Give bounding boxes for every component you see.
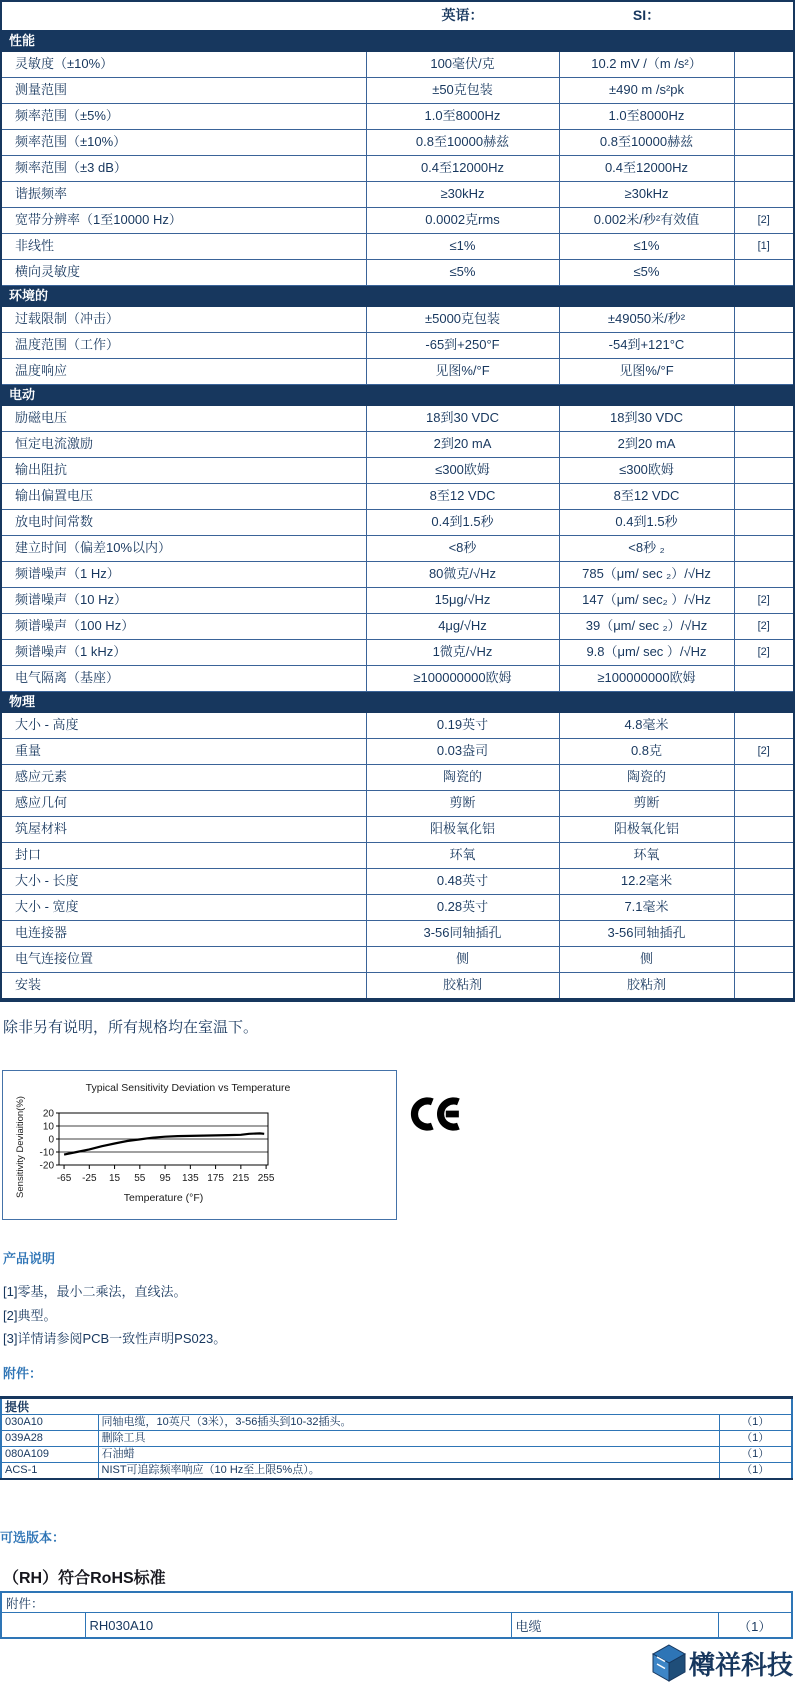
- section-title: 环境的: [1, 286, 794, 307]
- spec-note-ref: [734, 713, 794, 739]
- spec-row: [1, 307, 794, 333]
- rohs-accessory-qty: （1）: [718, 1613, 792, 1639]
- spec-row: [1, 973, 794, 1001]
- spec-value-english: 侧: [366, 947, 559, 973]
- chart-xtick: 55: [134, 1173, 146, 1184]
- rohs-accessories-table: [0, 1591, 793, 1639]
- accessory-model: 030A10: [1, 1415, 98, 1431]
- spec-row: [1, 614, 794, 640]
- rohs-accessory-description: 电缆: [511, 1613, 718, 1639]
- spec-row: [1, 562, 794, 588]
- spec-note-ref: [734, 921, 794, 947]
- spec-note-ref: [734, 359, 794, 385]
- spec-label: 测量范围: [1, 78, 366, 104]
- spec-value-english: <8秒: [366, 536, 559, 562]
- spec-note-ref: [2]: [734, 588, 794, 614]
- spec-value-si: ≥30kHz: [559, 182, 734, 208]
- spec-label: 横向灵敏度: [1, 260, 366, 286]
- accessories-label: 附件：: [3, 1366, 43, 1381]
- spec-note-ref: [1]: [734, 234, 794, 260]
- accessory-model: 039A28: [1, 1431, 98, 1447]
- spec-label: 温度响应: [1, 359, 366, 385]
- spec-note-ref: [734, 869, 794, 895]
- accessory-model: ACS-1: [1, 1463, 98, 1480]
- spec-note-ref: [734, 843, 794, 869]
- spec-label: 励磁电压: [1, 406, 366, 432]
- spec-note-ref: [734, 156, 794, 182]
- accessories-header: 提供: [1, 1398, 792, 1415]
- spec-row: [1, 432, 794, 458]
- spec-label: 非线性: [1, 234, 366, 260]
- zunxiang-logo-icon: [652, 1644, 686, 1682]
- spec-note-ref: [734, 333, 794, 359]
- spec-label: 恒定电流激励: [1, 432, 366, 458]
- spec-note-ref: [734, 52, 794, 78]
- spec-value-english: 3-56同轴插孔: [366, 921, 559, 947]
- spec-value-english: ±50克包装: [366, 78, 559, 104]
- product-note: [1]零基，最小二乘法，直线法。: [3, 1284, 187, 1299]
- product-note: [3]详情请参阅PCB一致性声明PS023。: [3, 1331, 227, 1346]
- spec-value-english: ≤5%: [366, 260, 559, 286]
- chart-ylabel: Sensitivity Deviaition(%): [15, 1096, 26, 1198]
- spec-row: [1, 947, 794, 973]
- company-logo: [630, 1644, 793, 1682]
- ce-mark-icon: [408, 1092, 462, 1136]
- accessory-row: [1, 1447, 792, 1463]
- spec-row: [1, 895, 794, 921]
- accessory-row: [1, 1415, 792, 1431]
- spec-label: 频谱噪声（10 Hz）: [1, 588, 366, 614]
- product-note: [2]典型。: [3, 1307, 57, 1323]
- accessories-table: [0, 1396, 793, 1480]
- rohs-table-label: 附件：: [1, 1592, 792, 1613]
- spec-note-ref: [734, 458, 794, 484]
- spec-label: 大小 - 长度: [1, 869, 366, 895]
- spec-row: [1, 713, 794, 739]
- spec-value-english: -65到+250°F: [366, 333, 559, 359]
- spec-note-ref: [734, 973, 794, 1001]
- section-bar: [1, 385, 794, 406]
- chart-xtick: -25: [82, 1173, 97, 1184]
- chart-xtick: 175: [207, 1173, 224, 1184]
- product-notes-title: 产品说明: [3, 1251, 56, 1266]
- spec-value-english: 0.4至12000Hz: [366, 156, 559, 182]
- spec-row: [1, 156, 794, 182]
- spec-value-si: 陶瓷的: [559, 765, 734, 791]
- rohs-table-header-row: [1, 1592, 792, 1613]
- spec-label: 灵敏度（±10%）: [1, 52, 366, 78]
- spec-value-english: 2到20 mA: [366, 432, 559, 458]
- spec-note-ref: [734, 666, 794, 692]
- spec-value-si: ≥100000000欧姆: [559, 666, 734, 692]
- spec-row: [1, 359, 794, 385]
- spec-label: 筑屋材料: [1, 817, 366, 843]
- chart-xtick: 255: [257, 1173, 275, 1184]
- spec-note-ref: [734, 895, 794, 921]
- optional-versions-label: 可选版本：: [0, 1530, 66, 1545]
- spec-label: 频谱噪声（100 Hz）: [1, 614, 366, 640]
- spec-note-ref: [734, 510, 794, 536]
- spec-header-row: [1, 1, 794, 31]
- spec-value-si: 147（μm/ sec₂ ）/√Hz: [559, 588, 734, 614]
- spec-row: [1, 869, 794, 895]
- accessory-qty: （1）: [719, 1447, 792, 1463]
- accessory-qty: （1）: [719, 1463, 792, 1480]
- spec-label: 电气连接位置: [1, 947, 366, 973]
- spec-note-ref: [2]: [734, 739, 794, 765]
- spec-value-english: 见图%/°F: [366, 359, 559, 385]
- spec-row: [1, 182, 794, 208]
- spec-row: [1, 791, 794, 817]
- spec-label: 封口: [1, 843, 366, 869]
- spec-label: 建立时间（偏差10%以内）: [1, 536, 366, 562]
- sensitivity-chart: [2, 1070, 397, 1220]
- spec-value-si: 785（μm/ sec ₂）/√Hz: [559, 562, 734, 588]
- accessory-row: [1, 1431, 792, 1447]
- section-bar: [1, 286, 794, 307]
- spec-note-ref: [2]: [734, 614, 794, 640]
- spec-value-english: 0.48英寸: [366, 869, 559, 895]
- spec-label: 大小 - 宽度: [1, 895, 366, 921]
- spec-value-english: 环氧: [366, 843, 559, 869]
- spec-value-si: 39（μm/ sec ₂）/√Hz: [559, 614, 734, 640]
- spec-value-si: 9.8（μm/ sec ）/√Hz: [559, 640, 734, 666]
- spec-value-english: 0.03盎司: [366, 739, 559, 765]
- spec-row: [1, 104, 794, 130]
- spec-value-si: 7.1毫米: [559, 895, 734, 921]
- spec-value-si: 0.8克: [559, 739, 734, 765]
- accessory-description: 同轴电缆，10英尺（3米），3-56插头到10-32插头。: [98, 1415, 719, 1431]
- spec-label: 电气隔离（基座）: [1, 666, 366, 692]
- spec-row: [1, 458, 794, 484]
- spec-note-ref: [734, 484, 794, 510]
- spec-value-english: 1.0至8000Hz: [366, 104, 559, 130]
- spec-value-si: <8秒 ₂: [559, 536, 734, 562]
- column-header-si: SI：: [632, 7, 661, 24]
- spec-note-ref: [734, 536, 794, 562]
- product-notes-list: [3, 1281, 226, 1352]
- spec-row: [1, 333, 794, 359]
- accessory-description: NIST可追踪频率响应（10 Hz至上限5%点）。: [98, 1463, 719, 1480]
- spec-label: 输出阻抗: [1, 458, 366, 484]
- spec-value-si: 0.4到1.5秒: [559, 510, 734, 536]
- spec-note-ref: [734, 130, 794, 156]
- spec-value-si: -54到+121°C: [559, 333, 734, 359]
- chart-ytick: 10: [42, 1121, 54, 1133]
- section-title: 物理: [1, 692, 794, 713]
- spec-value-si: 侧: [559, 947, 734, 973]
- spec-note-ref: [734, 406, 794, 432]
- spec-label: 谐振频率: [1, 182, 366, 208]
- spec-value-si: 胶粘剂: [559, 973, 734, 1001]
- spec-label: 输出偏置电压: [1, 484, 366, 510]
- room-temperature-note: 除非另有说明，所有规格均在室温下。: [3, 1019, 259, 1036]
- spec-row: [1, 130, 794, 156]
- spec-row: [1, 817, 794, 843]
- spec-note-ref: [2]: [734, 640, 794, 666]
- chart-line-sensitivity-deviation: [64, 1133, 264, 1154]
- spec-value-si: 1.0至8000Hz: [559, 104, 734, 130]
- chart-ytick: 0: [48, 1134, 54, 1146]
- spec-value-si: 剪断: [559, 791, 734, 817]
- spec-row: [1, 921, 794, 947]
- spec-value-si: 3-56同轴插孔: [559, 921, 734, 947]
- spec-row: [1, 260, 794, 286]
- spec-note-ref: [734, 791, 794, 817]
- spec-value-english: 阳极氧化铝: [366, 817, 559, 843]
- spec-row: [1, 640, 794, 666]
- spec-label: 重量: [1, 739, 366, 765]
- spec-value-si: 0.8至10000赫兹: [559, 130, 734, 156]
- spec-label: 频率范围（±3 dB）: [1, 156, 366, 182]
- spec-label: 放电时间常数: [1, 510, 366, 536]
- spec-label: 频谱噪声（1 Hz）: [1, 562, 366, 588]
- spec-row: [1, 78, 794, 104]
- spec-note-ref: [734, 432, 794, 458]
- section-title: 性能: [1, 31, 794, 52]
- spec-value-si: 10.2 mV /（m /s²）: [559, 52, 734, 78]
- chart-ytick: -20: [39, 1160, 54, 1172]
- rohs-empty-cell: [1, 1613, 85, 1639]
- spec-value-si: 18到30 VDC: [559, 406, 734, 432]
- spec-value-english: 4μg/√Hz: [366, 614, 559, 640]
- spec-label: 感应元素: [1, 765, 366, 791]
- spec-note-ref: [734, 817, 794, 843]
- rohs-accessory-model: RH030A10: [85, 1613, 511, 1639]
- accessory-description: 石油蜡: [98, 1447, 719, 1463]
- section-bar: [1, 692, 794, 713]
- spec-value-si: 阳极氧化铝: [559, 817, 734, 843]
- spec-value-english: 0.19英寸: [366, 713, 559, 739]
- spec-value-english: 1微克/√Hz: [366, 640, 559, 666]
- spec-value-si: 环氧: [559, 843, 734, 869]
- spec-value-english: 0.28英寸: [366, 895, 559, 921]
- spec-value-english: 剪断: [366, 791, 559, 817]
- spec-value-si: ≤5%: [559, 260, 734, 286]
- spec-value-si: 见图%/°F: [559, 359, 734, 385]
- spec-value-english: ≤1%: [366, 234, 559, 260]
- spec-label: 宽带分辨率（1至10000 Hz）: [1, 208, 366, 234]
- spec-value-si: ±490 m /s²pk: [559, 78, 734, 104]
- spec-row: [1, 588, 794, 614]
- spec-note-ref: [734, 260, 794, 286]
- spec-value-si: ±49050米/秒²: [559, 307, 734, 333]
- spec-value-english: 0.0002克rms: [366, 208, 559, 234]
- rohs-heading: （RH）符合RoHS标准: [3, 1570, 166, 1587]
- spec-label: 电连接器: [1, 921, 366, 947]
- spec-value-english: ±5000克包装: [366, 307, 559, 333]
- spec-value-si: 0.4至12000Hz: [559, 156, 734, 182]
- spec-row: [1, 666, 794, 692]
- spec-row: [1, 208, 794, 234]
- chart-xlabel: Temperature (°F): [123, 1192, 204, 1204]
- column-header-empty: [1, 1, 366, 31]
- spec-value-english: ≤300欧姆: [366, 458, 559, 484]
- spec-row: [1, 739, 794, 765]
- spec-label: 大小 - 高度: [1, 713, 366, 739]
- spec-value-english: 0.4到1.5秒: [366, 510, 559, 536]
- spec-note-ref: [2]: [734, 208, 794, 234]
- spec-note-ref: [734, 104, 794, 130]
- spec-value-english: 80微克/√Hz: [366, 562, 559, 588]
- section-title: 电动: [1, 385, 794, 406]
- spec-row: [1, 843, 794, 869]
- spec-label: 频谱噪声（1 kHz）: [1, 640, 366, 666]
- spec-note-ref: [734, 182, 794, 208]
- spec-label: 安装: [1, 973, 366, 1001]
- rohs-accessory-row: [1, 1613, 792, 1639]
- company-logo-text: 樽祥科技: [688, 1649, 793, 1680]
- column-header-english: 英语：: [441, 7, 484, 24]
- spec-value-si: 2到20 mA: [559, 432, 734, 458]
- section-bar: [1, 31, 794, 52]
- spec-row: [1, 536, 794, 562]
- spec-row: [1, 484, 794, 510]
- spec-row: [1, 234, 794, 260]
- spec-value-english: 0.8至10000赫兹: [366, 130, 559, 156]
- spec-value-english: 100毫伏/克: [366, 52, 559, 78]
- spec-value-english: 陶瓷的: [366, 765, 559, 791]
- accessory-qty: （1）: [719, 1415, 792, 1431]
- chart-title: Typical Sensitivity Deviation vs Temperature: [85, 1082, 291, 1094]
- accessory-row: [1, 1463, 792, 1480]
- accessories-header-row: [1, 1398, 792, 1415]
- spec-row: [1, 406, 794, 432]
- spec-value-si: ≤300欧姆: [559, 458, 734, 484]
- chart-ytick: 20: [42, 1108, 54, 1120]
- spec-label: 过载限制（冲击）: [1, 307, 366, 333]
- accessory-model: 080A109: [1, 1447, 98, 1463]
- spec-note-ref: [734, 78, 794, 104]
- spec-value-english: 15μg/√Hz: [366, 588, 559, 614]
- chart-xtick: -65: [56, 1173, 72, 1184]
- spec-row: [1, 765, 794, 791]
- spec-note-ref: [734, 765, 794, 791]
- spec-row: [1, 510, 794, 536]
- spec-value-english: 8至12 VDC: [366, 484, 559, 510]
- spec-label: 温度范围（工作）: [1, 333, 366, 359]
- spec-value-si: 0.002米/秒²有效值: [559, 208, 734, 234]
- chart-xtick: 135: [181, 1173, 199, 1184]
- spec-label: 频率范围（±10%）: [1, 130, 366, 156]
- chart-ytick: -10: [39, 1147, 54, 1159]
- spec-value-english: 18到30 VDC: [366, 406, 559, 432]
- spec-note-ref: [734, 947, 794, 973]
- chart-xtick: 215: [232, 1173, 250, 1184]
- spec-label: 频率范围（±5%）: [1, 104, 366, 130]
- spec-label: 感应几何: [1, 791, 366, 817]
- chart-xtick: 15: [109, 1173, 121, 1184]
- spec-note-ref: [734, 562, 794, 588]
- chart-xtick: 95: [159, 1173, 171, 1184]
- spec-value-si: 4.8毫米: [559, 713, 734, 739]
- spec-value-si: 12.2毫米: [559, 869, 734, 895]
- spec-note-ref: [734, 307, 794, 333]
- sensitivity-chart-svg: [3, 1071, 396, 1219]
- spec-row: [1, 52, 794, 78]
- spec-value-english: ≥30kHz: [366, 182, 559, 208]
- spec-value-english: 胶粘剂: [366, 973, 559, 1001]
- spec-value-si: ≤1%: [559, 234, 734, 260]
- column-header-empty: [734, 1, 794, 31]
- accessory-qty: （1）: [719, 1431, 792, 1447]
- accessory-description: 删除工具: [98, 1431, 719, 1447]
- spec-value-si: 8至12 VDC: [559, 484, 734, 510]
- spec-value-english: ≥100000000欧姆: [366, 666, 559, 692]
